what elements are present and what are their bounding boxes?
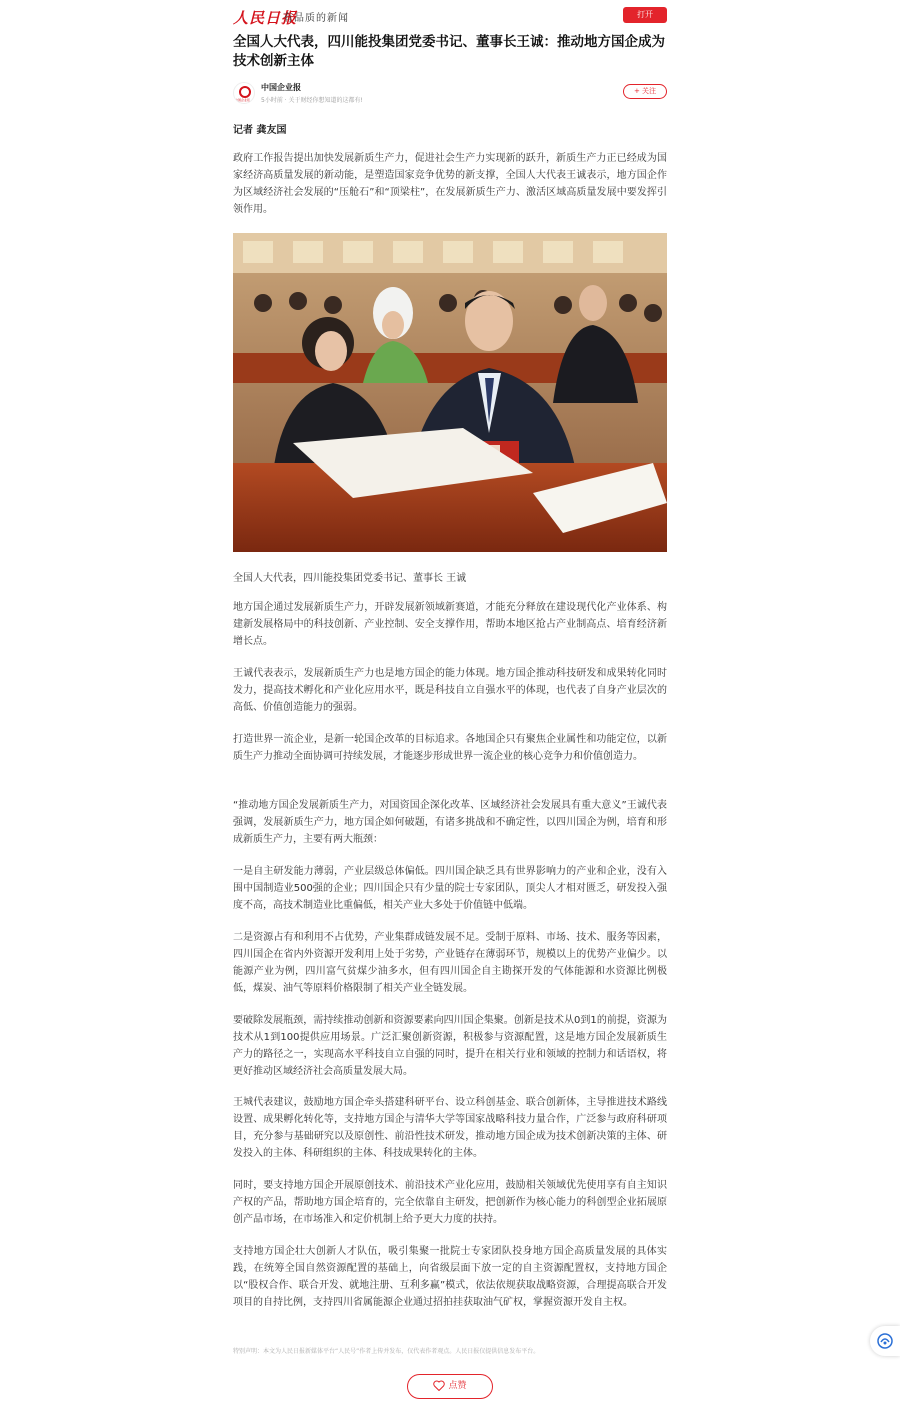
floating-service-button[interactable]	[870, 1326, 900, 1356]
follow-button[interactable]: + 关注	[623, 84, 667, 99]
congress-photo-illustration	[233, 233, 667, 552]
body-paragraph: 一是自主研发能力薄弱，产业层级总体偏低。四川国企缺乏具有世界影响力的产业和企业，没有入围中国制造业500强的企业；四川国企只有少量的院士专家团队，顶尖人才相对匮乏，研发投入强度不高，高技术制造业比重偏低，相关产业大多处于价值链中低端。	[233, 866, 667, 911]
avatar-ring	[239, 86, 251, 98]
peoples-daily-logo[interactable]: 人民日报	[233, 9, 298, 27]
author-name[interactable]: 中国企业报	[261, 83, 301, 92]
author-bar	[233, 80, 667, 106]
body-paragraph: 王诚代表表示，发展新质生产力也是地方国企的能力体现。地方国企推动科技研发和成果转化同时发力，提高技术孵化和产业化应用水平，既是科技自立自强水平的体现，也代表了自身产业层次的高低、价值创造能力的强弱。	[233, 668, 667, 713]
author-avatar[interactable]	[233, 82, 255, 104]
like-button[interactable]	[407, 1374, 493, 1399]
disclaimer: 特别声明：本文为人民日报新媒体平台“人民号”作者上传并发布，仅代表作者观点。人民日报仅提供信息发布平台。	[233, 1348, 540, 1355]
slogan: 有品质的新闻	[283, 13, 349, 24]
photo-caption: 全国人大代表，四川能投集团党委书记、董事长 王诚	[233, 573, 467, 584]
body-paragraph: 打造世界一流企业，是新一轮国企改革的目标追求。各地国企只有聚焦企业属性和功能定位，以新质生产力推动全面协调可持续发展，才能逐步形成世界一流企业的核心竞争力和价值创造力。	[233, 734, 667, 762]
body-paragraph: 要破除发展瓶颈，需持续推动创新和资源要素向四川国企集聚。创新是技术从0到1的前提，资源为技术从1到100提供应用场景。广泛汇聚创新资源，积极参与资源配置，这是地方国企发展新质生产力的路径之一，实现高水平科技自立自强的同时，提升在相关行业和领域的控制力和话语权，将更好推动区域经济社会高质量发展大局。	[233, 1015, 667, 1077]
body-paragraph: 支持地方国企壮大创新人才队伍，吸引集聚一批院士专家团队投身地方国企高质量发展的具体实践，在统筹全国自然资源配置的基础上，向省级层面下放一定的自主资源配置权，支持地方国企以“股权合作、联合开发、就地注册、互利多赢”模式，依法依规获取战略资源，合理提高联合开发项目的自持比例，支持四川省属能源企业通过招拍挂获取油气矿权，掌握资源开发自主权。	[233, 1246, 667, 1308]
heart-icon	[433, 1380, 445, 1391]
reporter-byline: 记者 龚友国	[233, 125, 287, 136]
author-meta: 5小时前 · 关于财经你想知道的这都有!	[261, 97, 363, 104]
avatar-text: 中国企业报	[235, 98, 251, 102]
article-title: 全国人大代表，四川能投集团党委书记、董事长王诚：推动地方国企成为技术创新主体	[233, 34, 665, 69]
like-label: 点赞	[448, 1381, 467, 1391]
top-bar	[233, 0, 667, 30]
body-paragraph: “推动地方国企发展新质生产力，对国资国企深化改革、区域经济社会发展具有重大意义”王诚代表强调，发展新质生产力，地方国企如何破题，有诸多挑战和不确定性，以四川国企为例，培育和形成新质生产力，主要有两大瓶颈：	[233, 800, 667, 845]
article-photo	[233, 233, 667, 552]
body-paragraph: 王城代表建议，鼓励地方国企牵头搭建科研平台、设立科创基金、联合创新体，主导推进技术路线设置、成果孵化转化等，支持地方国企与清华大学等国家战略科技力量合作，广泛参与政府科研项目，充分参与基础研究以及原创性、前沿性技术研发，推动地方国企成为技术创新决策的主体、研发投入的主体、科研组织的主体、科技成果转化的主体。	[233, 1097, 667, 1159]
body-paragraph: 地方国企通过发展新质生产力，开辟发展新领域新赛道，才能充分释放在建设现代化产业体系、构建新发展格局中的科技创新、产业控制、安全支撑作用，帮助本地区抢占产业制高点、培育经济新增长点。	[233, 602, 667, 647]
body-paragraph: 同时，要支持地方国企开展原创技术、前沿技术产业化应用，鼓励相关领域优先使用享有自主知识产权的产品，帮助地方国企培育的，完全依靠自主研发，把创新作为核心能力的科创型企业拓展原创产品市场，在市场准入和定价机制上给予更大力度的扶持。	[233, 1180, 667, 1225]
body-paragraph: 二是资源占有和利用不占优势，产业集群成链发展不足。受制于原料、市场、技术、服务等因素，四川国企在省内外资源开发利用上处于劣势，产业链存在薄弱环节，规模以上的优势产业偏少。以能源产业为例，四川富气贫煤少油多水，但有四川国企自主勘探开发的气体能源和水资源比例极低，煤炭、油气等原料价格限制了相关产业全链发展。	[233, 932, 667, 994]
service-icon	[877, 1333, 893, 1349]
intro-paragraph: 政府工作报告提出加快发展新质生产力，促进社会生产力实现新的跃升，新质生产力正已经成为国家经济高质量发展的新动能，是塑造国家竞争优势的新支撑，全国人大代表王诚表示，地方国企作为区域经济社会发展的“压舱石”和“顶梁柱”，在发展新质生产力、激活区域高质量发展中要发挥引领作用。	[233, 153, 667, 215]
open-app-button[interactable]: 打开	[623, 7, 667, 23]
